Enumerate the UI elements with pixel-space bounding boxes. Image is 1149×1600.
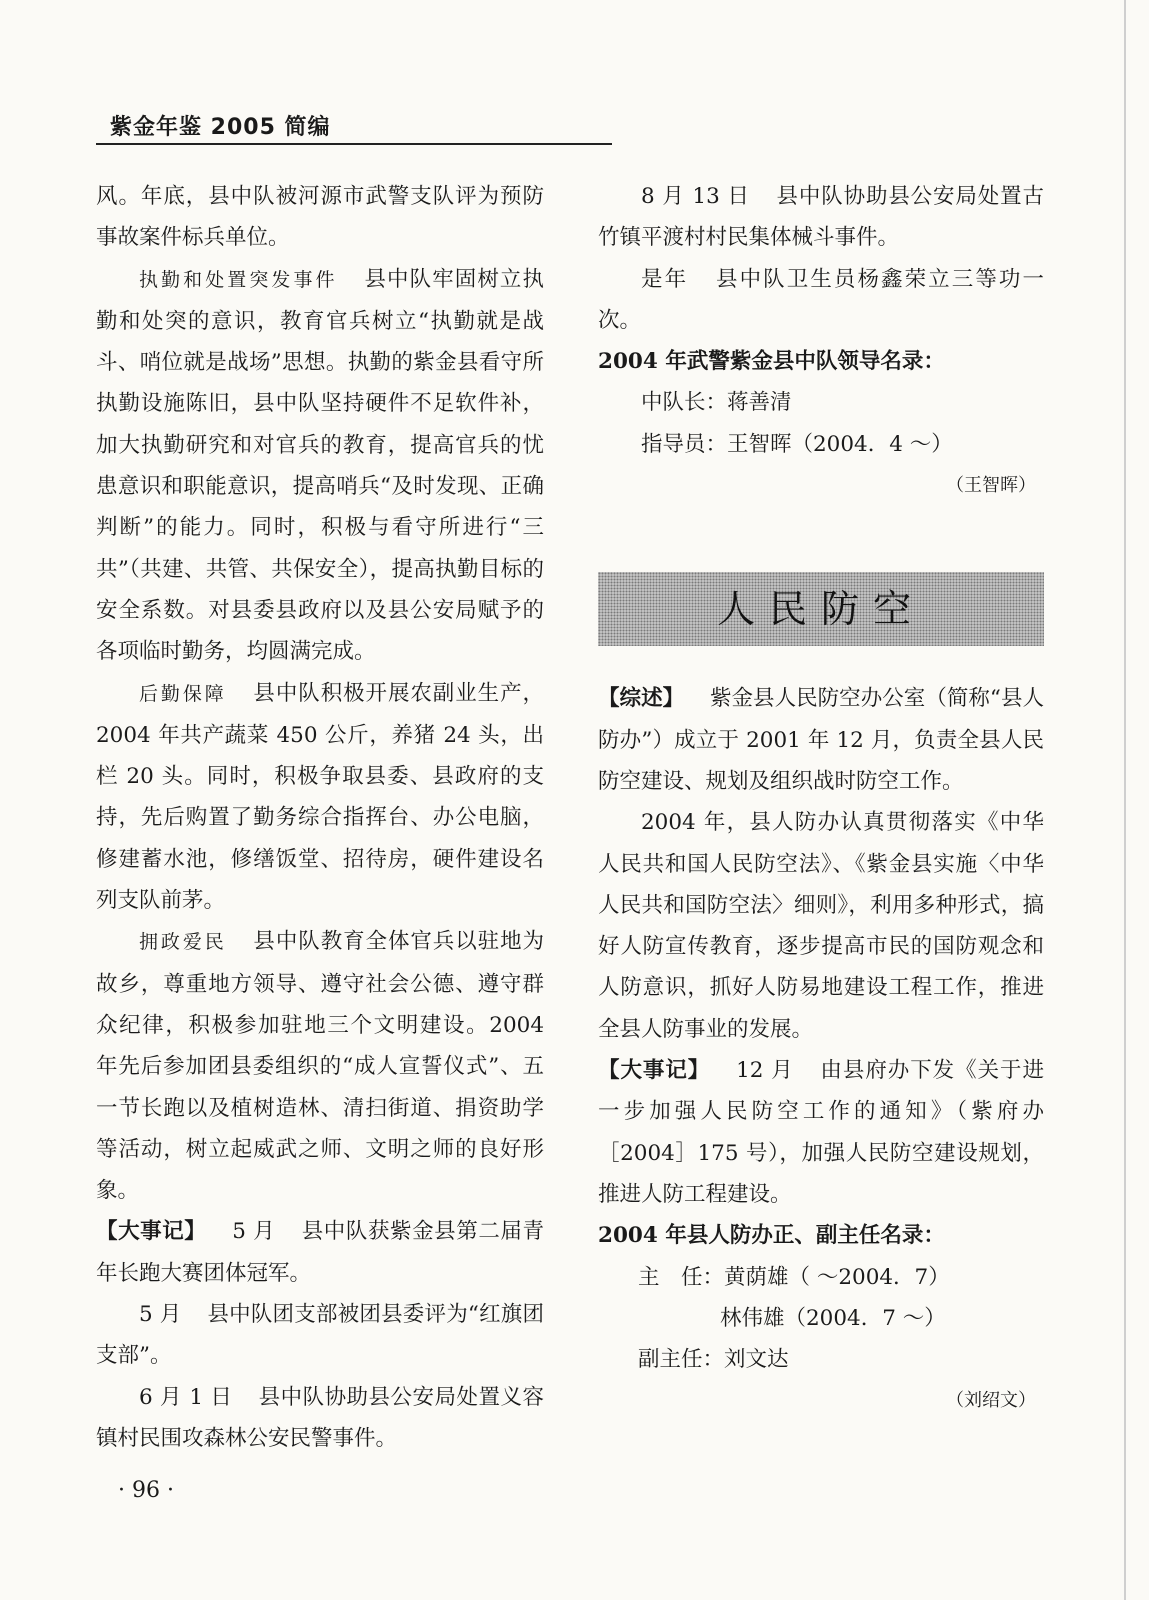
event-date: 5 月 [232, 1219, 276, 1245]
event-date: 8 月 13 日 [641, 184, 750, 209]
event-item [598, 259, 1044, 342]
page-edge-line [1124, 0, 1126, 1600]
director-entry: 主 任：黄荫雄（ ～2004．7） [638, 1264, 950, 1290]
events-label: 【大事记】 [96, 1219, 207, 1245]
section-duty-text: 县中队牢固树立执勤和处突的意识，教育官兵树立“执勤就是战斗、哨位就是战场”思想。执勤的紫金县看守所执勤设施陈旧，县中队坚持硬件不足软件补，加大执勤研究和对官兵的教育，提高官兵的忧患意识和职能意识，提高哨兵“及时发现、正确判断”的能力。同时，积极与看守所进行“三共”（共建、共管、共保安全），提高执勤目标的安全系数。对县委县政府以及县公安局赋予的各项临时勤务，均圆满完成。 [96, 266, 544, 665]
summary-paragraph [598, 678, 1044, 802]
banner-title: 人民防空 [716, 586, 925, 631]
summary-text: 紫金县人民防空办公室（简称“县人防办”）成立于 2001 年 12 月，负责全县人民防空建设、规划及组织战时防空工作。 [598, 686, 1044, 794]
body-paragraph: 2004 年，县人防办认真贯彻落实《中华人民共和国人民防空法》、《紫金县实施〈中华人民共和国防空法〉细则》，利用多种形式，搞好人防宣传教育，逐步提高市民的国防观念和人防意识，抓好人防易地建设工程工作，推进全县人防事业的发展。 [598, 810, 1044, 1042]
event-text: 由县府办下发《关于进一步加强人民防空工作的通知》（紫府办［2004］175 号），加强人民防空建设规划，推进人防工程建设。 [598, 1058, 1044, 1207]
event-item [96, 1211, 544, 1294]
event-date: 12 月 [736, 1058, 794, 1084]
event-date: 5 月 [139, 1302, 182, 1328]
author-credit: （王智晖） [946, 475, 1036, 497]
header-rule [96, 143, 612, 145]
author-credit: （刘绍文） [946, 1390, 1036, 1412]
event-text: 县中队协助县公安局处置古竹镇平渡村村民集体械斗事件。 [598, 184, 1044, 251]
event-date: 6 月 1 日 [139, 1384, 233, 1410]
left-column [96, 176, 544, 1459]
subheading-civil: 拥政爱民 [139, 931, 227, 954]
event-date: 是年 [641, 266, 689, 292]
page-number: · 96 · [118, 1478, 174, 1503]
summary-label: 【综述】 [598, 686, 685, 712]
events-label: 【大事记】 [598, 1058, 711, 1084]
section-civil-text: 县中队教育全体官兵以驻地为故乡，尊重地方领导、遵守社会公德、遵守群众纪律，积极参加驻地三个文明建设。2004 年先后参加团县委组织的“成人宣誓仪式”、五一节长跑以及植树造林、清扫街道、捐资助学等活动，树立起威武之师、文明之师的良好形象。 [96, 929, 544, 1204]
event-text: 县中队获紫金县第二届青年长跑大赛团体冠军。 [96, 1219, 544, 1286]
event-item [598, 1050, 1044, 1215]
paragraph-continuation: 风。年底，县中队被河源市武警支队评为预防事故案件标兵单位。 [96, 184, 544, 251]
deputy-director-entry: 副主任：刘文达 [638, 1347, 789, 1373]
directors-title: 2004 年县人防办正、副主任名录： [598, 1223, 945, 1249]
event-item [96, 1377, 544, 1460]
right-column [598, 176, 1044, 1422]
section-duty [96, 259, 544, 673]
running-header: 紫金年鉴 2005 简编 [110, 115, 331, 140]
event-text: 县中队团支部被团县委评为“红旗团支部”。 [96, 1302, 545, 1369]
subheading-duty: 执勤和处置突发事件 [139, 268, 338, 291]
leaders-title: 2004 年武警紫金县中队领导名录： [598, 349, 945, 375]
event-item [96, 1294, 544, 1377]
section-banner [598, 572, 1044, 646]
leader-entry: 指导员：王智晖（2004．4 ～） [641, 431, 953, 457]
leader-entry: 中队长：蒋善清 [641, 390, 792, 416]
director-entry: 林伟雄（2004．7 ～） [720, 1305, 946, 1331]
section-civil [96, 921, 544, 1211]
event-item [598, 176, 1044, 259]
subheading-logistics: 后勤保障 [139, 682, 227, 705]
event-text: 县中队协助县公安局处置义容镇村民围攻森林公安民警事件。 [96, 1384, 544, 1451]
section-logistics-text: 县中队积极开展农副业生产，2004 年共产蔬菜 450 公斤，养猪 24 头，出栏 20 头。同时，积极争取县委、县政府的支持，先后购置了勤务综合指挥台、办公电脑，修建蓄水池，修缮饭堂、招待房，硬件建设名列支队前茅。 [96, 680, 544, 914]
section-logistics [96, 673, 544, 922]
event-text: 县中队卫生员杨鑫荣立三等功一次。 [598, 266, 1044, 333]
